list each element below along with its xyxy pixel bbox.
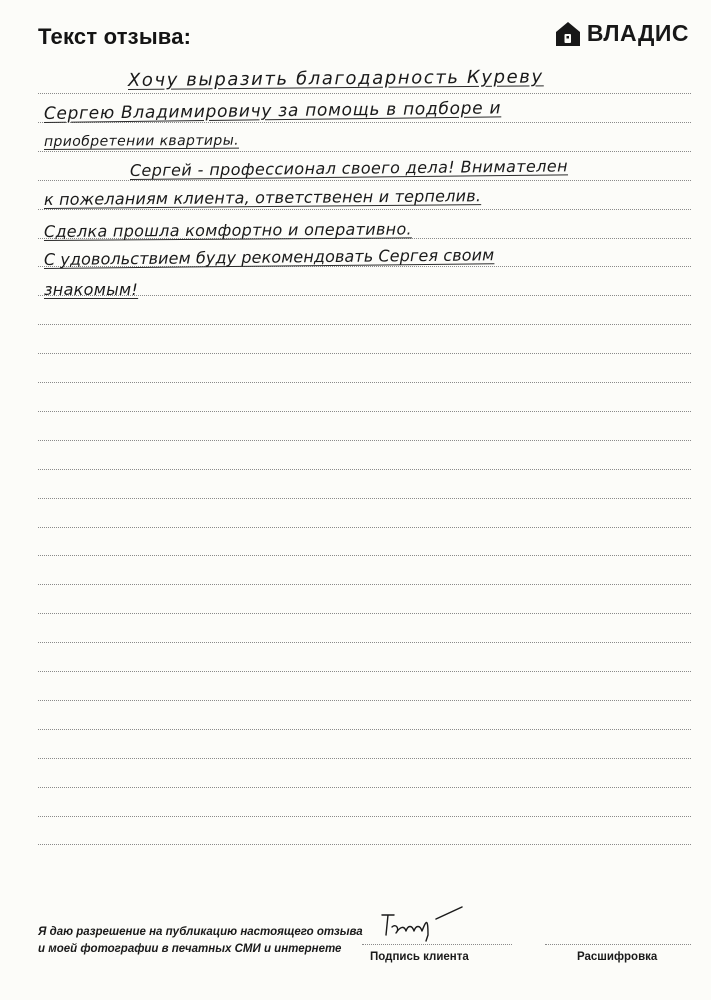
consent-line: и моей фотографии в печатных СМИ и интернете — [38, 943, 342, 955]
signature-field — [362, 905, 512, 945]
signature-line — [362, 944, 512, 945]
review-line: С удовольствием буду рекомендовать Сергея своим — [43, 245, 495, 269]
review-line: знакомым! — [44, 280, 139, 299]
decode-label: Расшифровка — [577, 951, 658, 963]
review-line: приобретении квартиры. — [43, 132, 240, 150]
signature-label: Подпись клиента — [370, 951, 469, 963]
consent-line: Я даю разрешение на публикацию настоящего отзыва — [38, 926, 363, 938]
decode-field — [545, 905, 691, 945]
decode-line — [545, 944, 691, 945]
consent-text — [38, 924, 363, 958]
form-title: Текст отзыва: — [38, 24, 192, 49]
review-line: Сергей - профессионал своего дела! Внимателен — [129, 156, 569, 180]
review-line: Сергею Владимировичу за помощь в подборе и — [43, 98, 502, 124]
client-signature — [362, 905, 512, 945]
review-line: Сделка прошла комфортно и оперативно. — [43, 219, 412, 241]
review-line: Хочу выразить благодарность Куреву — [127, 66, 544, 91]
review-line: к пожеланиям клиента, ответственен и терпелив. — [43, 186, 482, 209]
brand-name: ВЛАДИС — [586, 20, 689, 46]
